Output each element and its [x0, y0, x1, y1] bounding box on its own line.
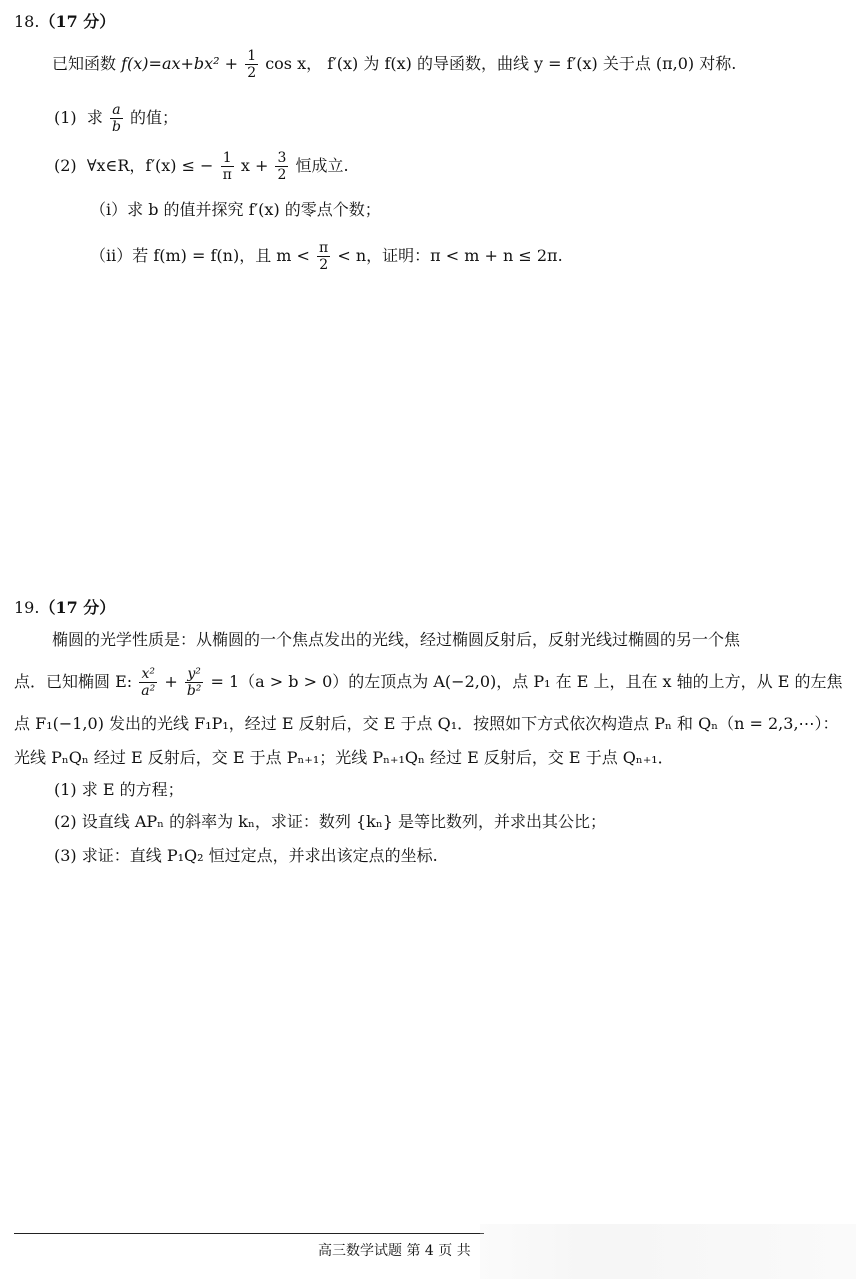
q19-part2: (2) 设直线 APₙ 的斜率为 kₙ，求证：数列 {kₙ} 是等比数列，并求出其公比； — [54, 812, 607, 831]
q18-part2-text-c: 恒成立. — [295, 156, 349, 175]
q19-line1: 椭圆的光学性质是：从椭圆的一个焦点发出的光线，经过椭圆反射后，反射光线过椭圆的另一个焦 — [52, 630, 741, 649]
q18-stem-part1: 已知函数 — [52, 54, 117, 73]
q18-part1-fraction — [110, 102, 123, 135]
footer-page-label: 高三数学试题 第 4 页 共 — [318, 1243, 471, 1259]
q18-part2-text-b: x + — [240, 156, 269, 175]
q18-part2-fraction1-den: π — [222, 167, 232, 183]
q19-line3: 点 F₁(−1,0) 发出的光线 F₁P₁，经过 E 反射后，交 E 于点 Q₁．按照如下方式依次构造点 Pₙ 和 Qₙ（n = 2,3,⋯）： — [14, 714, 839, 733]
q18-part1-fraction-den: b — [111, 119, 121, 135]
q19-fraction-y-num: y² — [185, 666, 204, 683]
q18-fraction-half-num: 1 — [247, 48, 257, 64]
q19-line2-plus: + — [164, 672, 178, 691]
q18-part2-fraction2-den: 2 — [277, 167, 287, 183]
q18-part2-fraction2-num: 3 — [277, 150, 287, 166]
q19-heading — [14, 596, 115, 620]
q18-part1-label: (1) — [54, 108, 77, 127]
q18-part1-text-b: 的值； — [130, 108, 179, 127]
q19-fraction-x-den: a² — [141, 683, 156, 699]
q18-part2-ii-fraction — [317, 240, 330, 273]
footer-rule — [14, 1233, 484, 1234]
q19-line2-text-a: 点．已知椭圆 E: — [14, 672, 133, 691]
q19-score: （17 分） — [39, 598, 116, 617]
q18-part1 — [54, 102, 178, 135]
q18-fraction-half-den: 2 — [247, 65, 257, 81]
q18-part2-fraction1 — [221, 150, 234, 183]
q19-fraction-y-den: b² — [186, 683, 202, 699]
q18-part2-ii-text-b: < n，证明：π < m + n ≤ 2π. — [337, 246, 563, 265]
q19-fraction-x — [139, 666, 157, 699]
q18-fraction-half — [245, 48, 258, 81]
q18-part2-label: (2) — [54, 156, 77, 175]
q19-line4: 光线 PₙQₙ 经过 E 反射后，交 E 于点 Pₙ₊₁；光线 Pₙ₊₁Qₙ 经过 E 反射后，交 E 于点 Qₙ₊₁． — [14, 748, 674, 767]
q19-line2 — [14, 666, 843, 699]
q19-part3: (3) 求证：直线 P₁Q₂ 恒过定点，并求出该定点的坐标. — [54, 846, 438, 865]
q19-part1: (1) 求 E 的方程； — [54, 780, 184, 799]
q18-func-rhs: cos x， — [265, 54, 323, 73]
q18-part2-ii-text-a: （ⅱ）若 f(m) = f(n)，且 m < — [90, 246, 310, 265]
q18-part2-fraction2 — [275, 150, 288, 183]
q18-part2-ii-fraction-num: π — [319, 240, 329, 256]
q19-fraction-y — [185, 666, 204, 699]
q18-part2-ii-fraction-den: 2 — [319, 257, 329, 273]
q18-func-lhs: f(x)=ax+bx² + — [121, 54, 239, 73]
q18-heading — [14, 10, 115, 34]
q18-part2-i: （ⅰ）求 b 的值并探究 f′(x) 的零点个数； — [90, 200, 381, 219]
q18-stem — [52, 48, 736, 81]
q18-part2 — [54, 150, 349, 183]
q18-part2-text-a: ∀x∈R，f′(x) ≤ − — [86, 156, 214, 175]
q18-stem-part2: f′(x) 为 f(x) 的导函数，曲线 y = f′(x) 关于点 (π,0) 对称. — [327, 54, 737, 73]
q18-score: （17 分） — [39, 12, 116, 31]
q18-part1-text-a: 求 — [86, 108, 103, 127]
q19-line2-text-b: = 1（a > b > 0）的左顶点为 A(−2,0)，点 P₁ 在 E 上，且在 x 轴的上方，从 E 的左焦 — [210, 672, 843, 691]
q18-part2-fraction1-num: 1 — [221, 150, 234, 167]
q19-number: 19. — [14, 598, 40, 617]
footer-glare — [480, 1224, 856, 1279]
q19-fraction-x-num: x² — [139, 666, 157, 683]
q18-part2-ii — [90, 240, 563, 273]
q18-part1-fraction-num: a — [110, 102, 123, 119]
q18-number: 18. — [14, 12, 40, 31]
